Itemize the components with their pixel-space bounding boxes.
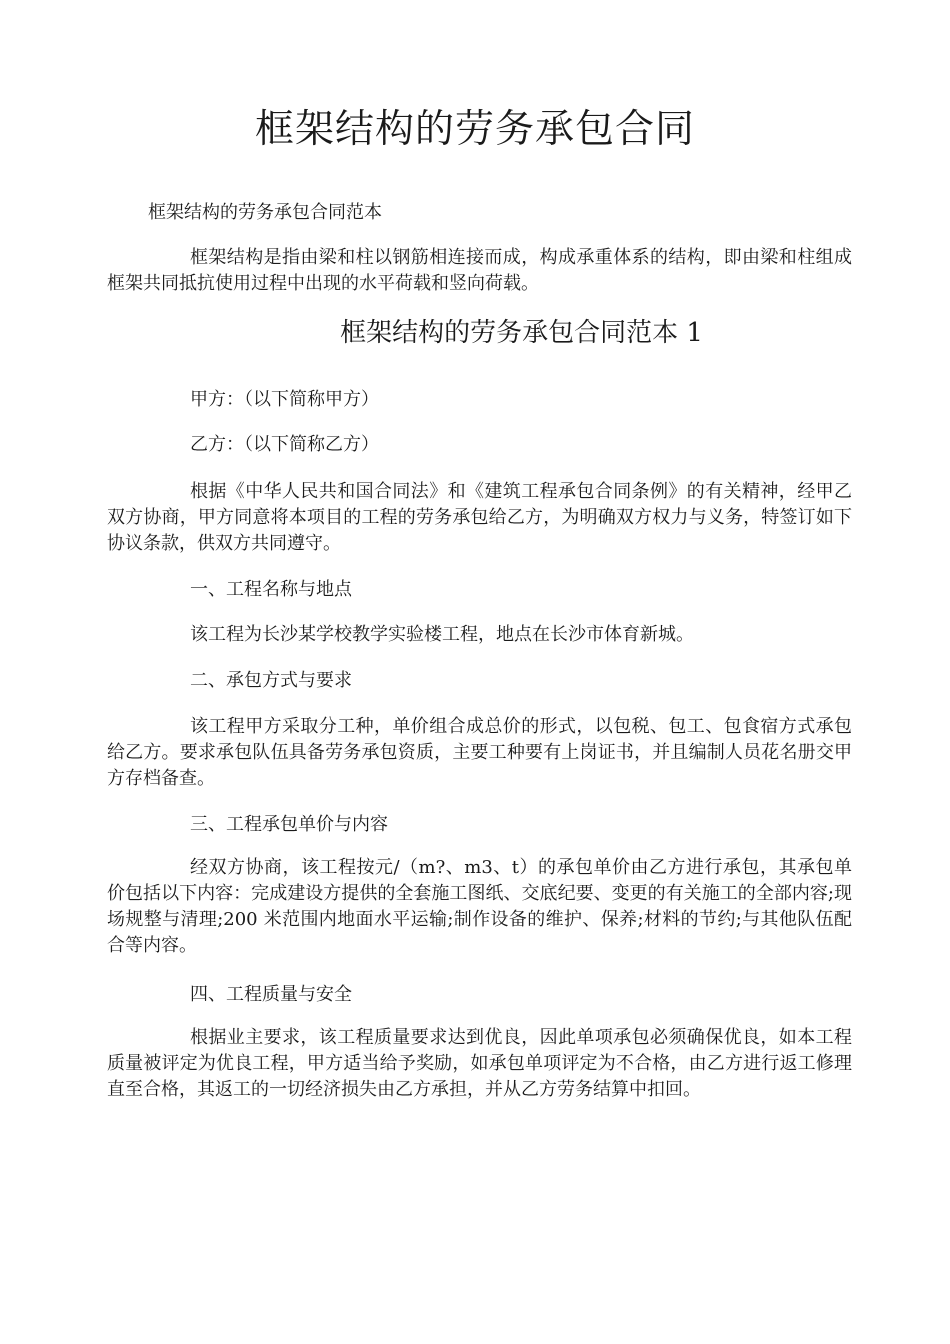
document-subtitle: 框架结构的劳务承包合同范本 [148, 202, 382, 223]
clause-heading-2: 二、承包方式与要求 [190, 670, 352, 691]
intro-paragraph: 框架结构是指由梁和柱以钢筋相连接而成，构成承重体系的结构，即由梁和柱组成框架共同抵抗使用过程中出现的水平荷载和竖向荷载。 [107, 247, 852, 294]
clause-body-3: 经双方协商，该工程按元/（m?、m3、t）的承包单价由乙方进行承包，其承包单价包括以下内容：完成建设方提供的全套施工图纸、交底纪要、变更的有关施工的全部内容;现场规整与清理;200 米范围内地面水平运输;制作设备的维护、保养;材料的节约;与其他队伍配合等内容。 [107, 857, 852, 956]
clause-heading-4: 四、工程质量与安全 [190, 984, 352, 1005]
clause-body-4: 根据业主要求，该工程质量要求达到优良，因此单项承包必须确保优良，如本工程质量被评定为优良工程，甲方适当给予奖励，如承包单项评定为不合格，由乙方进行返工修理直至合格，其返工的一切经济损失由乙方承担，并从乙方劳务结算中扣回。 [107, 1027, 852, 1100]
party-b-line: 乙方：（以下简称乙方） [190, 434, 379, 455]
clause-heading-1: 一、工程名称与地点 [190, 579, 352, 600]
clause-body-1: 该工程为长沙某学校教学实验楼工程，地点在长沙市体育新城。 [190, 624, 694, 645]
clause-heading-3: 三、工程承包单价与内容 [190, 814, 388, 835]
document-title: 框架结构的劳务承包合同 [254, 107, 695, 152]
clause-body-2: 该工程甲方采取分工种，单价组合成总价的形式，以包税、包工、包食宿方式承包给乙方。要求承包队伍具备劳务承包资质，主要工种要有上岗证书，并且编制人员花名册交甲方存档备查。 [107, 716, 852, 789]
party-a-line: 甲方：（以下简称甲方） [190, 389, 379, 410]
preamble-paragraph: 根据《中华人民共和国合同法》和《建筑工程承包合同条例》的有关精神，经甲乙双方协商，甲方同意将本项目的工程的劳务承包给乙方，为明确双方权力与义务，特签订如下协议条款，供双方共同遵守。 [107, 481, 852, 554]
section-title: 框架结构的劳务承包合同范本 1 [340, 318, 703, 348]
